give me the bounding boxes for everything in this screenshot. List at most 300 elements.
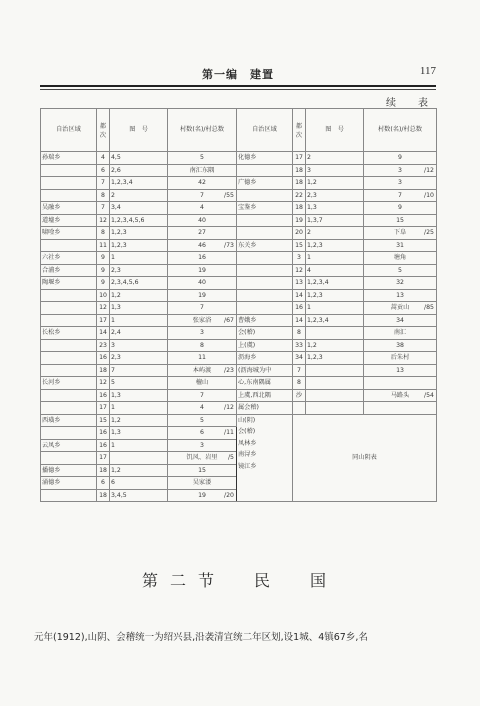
village-count-cell [168, 327, 237, 340]
region-cell: 陶堰乡 [41, 277, 97, 290]
village-count-cell [168, 152, 237, 165]
duci-cell: 9 [97, 277, 110, 290]
village-count-cell [168, 439, 237, 452]
duci-cell: 8 [97, 227, 110, 240]
table-row [41, 414, 437, 427]
duci-cell: 8 [97, 189, 110, 202]
col-header-duci: 都次 [97, 109, 110, 152]
village-count: 15 [198, 466, 206, 474]
village-count-cell [168, 277, 237, 290]
table-row [41, 152, 437, 165]
tuhao-cell: 1,2,3,4 [306, 277, 364, 290]
village-count-cell [168, 302, 237, 315]
merged-region-name: 山(阴) [238, 416, 256, 424]
section-title: 第二节 民 国 [141, 571, 338, 590]
region-cell: 合浦乡 [41, 264, 97, 277]
duci-cell: 22 [293, 189, 306, 202]
tuhao-cell: 5 [110, 377, 168, 390]
duci-cell: 15 [293, 239, 306, 252]
village-count: 饥风、岩里 [186, 454, 218, 462]
tuhao-cell: 2,3 [110, 352, 168, 365]
duci-cell: 12 [97, 214, 110, 227]
village-count: 46 [198, 241, 206, 249]
village-count: 5 [200, 416, 204, 424]
tuhao-cell: 2,3 [306, 189, 364, 202]
tuhao-cell: 4 [306, 264, 364, 277]
village-count: 塘角 [393, 254, 407, 262]
tuhao-cell: 1 [110, 252, 168, 265]
village-total: /67 [224, 316, 234, 324]
village-count: 38 [396, 341, 404, 349]
village-count-cell [364, 239, 437, 252]
village-count-cell [168, 164, 237, 177]
tuhao-cell: 3 [306, 164, 364, 177]
duci-cell: 4 [97, 152, 110, 165]
village-count-cell [168, 427, 237, 440]
duci-cell: 23 [97, 339, 110, 352]
table-row [41, 227, 437, 240]
village-count-cell [364, 377, 437, 390]
region-cell [41, 389, 97, 402]
region-cell [41, 352, 97, 365]
village-total: /11 [224, 429, 234, 436]
village-count-cell [168, 252, 237, 265]
duci-cell: 14 [97, 327, 110, 340]
tuhao-cell: 1 [306, 302, 364, 315]
region-cell: 沥海乡 [237, 352, 293, 365]
body-paragraph: 元年(1912),山阴、会稽统一为绍兴县,沿袭清宣统二年区划,设1城、4镇67乡,名 [34, 632, 368, 643]
village-count-cell [364, 364, 437, 377]
tuhao-cell: 1 [110, 402, 168, 415]
duci-cell: 沙 [293, 389, 306, 402]
duci-cell: 18 [293, 202, 306, 215]
region-cell [237, 302, 293, 315]
village-total: /10 [424, 191, 434, 199]
duci-cell: 8 [293, 327, 306, 340]
table-row [41, 252, 437, 265]
region-cell [41, 452, 97, 465]
region-cell [237, 264, 293, 277]
table-row [41, 302, 437, 315]
village-count-cell [168, 464, 237, 477]
region-cell [237, 189, 293, 202]
tuhao-cell [306, 389, 364, 402]
village-count: 3 [398, 166, 402, 174]
duci-cell: 7 [293, 364, 306, 377]
village-count: 40 [198, 216, 206, 224]
village-count-cell [364, 252, 437, 265]
village-count: 11 [198, 354, 206, 362]
village-count: 19 [198, 291, 206, 299]
region-cell [41, 177, 97, 190]
village-count-cell [168, 364, 237, 377]
table-row [41, 389, 437, 402]
village-count-cell [364, 164, 437, 177]
region-cell [41, 364, 97, 377]
tuhao-cell [306, 327, 364, 340]
village-count-cell [364, 177, 437, 190]
duci-cell: 6 [97, 164, 110, 177]
village-count-cell [364, 189, 437, 202]
tuhao-cell: 1,2,3 [110, 227, 168, 240]
merged-note: 同山阴表 [293, 414, 437, 502]
village-count: 13 [396, 291, 404, 299]
region-cell [41, 164, 97, 177]
duci-cell: 3 [293, 252, 306, 265]
tuhao-cell: 2 [306, 152, 364, 165]
village-count: 4 [200, 404, 204, 412]
village-count: 7 [200, 391, 204, 399]
region-cell: 涌德乡 [41, 477, 97, 490]
table-row [41, 352, 437, 365]
village-count-cell [364, 314, 437, 327]
tuhao-cell: 1,2 [306, 339, 364, 352]
village-count: 40 [198, 279, 206, 287]
table-row [41, 189, 437, 202]
duci-cell [293, 402, 306, 415]
table-row [41, 177, 437, 190]
region-cell: 心,东南隅属 [237, 377, 293, 390]
tuhao-cell: 2 [110, 189, 168, 202]
tuhao-cell: 1,3 [306, 202, 364, 215]
village-count: 下阜 [393, 229, 407, 237]
page-number: 117 [419, 65, 436, 77]
village-count-cell [364, 227, 437, 240]
village-count: 6 [200, 429, 204, 437]
duci-cell: 12 [97, 302, 110, 315]
village-count-cell [364, 327, 437, 340]
village-total: /20 [224, 491, 234, 499]
village-count: 张家浴 [192, 316, 212, 324]
village-count: 后朱村 [390, 354, 410, 362]
tuhao-cell: 1,3 [110, 302, 168, 315]
village-count-cell [364, 302, 437, 315]
tuhao-cell: 1,2,3 [110, 239, 168, 252]
tuhao-cell: 3,4,5 [110, 489, 168, 502]
region-cell: 属会稽) [237, 402, 293, 415]
duci-cell: 16 [97, 427, 110, 440]
village-count-cell [168, 189, 237, 202]
village-count-cell [364, 389, 437, 402]
village-count-cell [364, 214, 437, 227]
region-cell [237, 277, 293, 290]
duci-cell: 16 [97, 352, 110, 365]
village-count-cell [168, 452, 237, 465]
region-cell [237, 289, 293, 302]
duci-cell: 17 [97, 314, 110, 327]
village-count-cell [168, 202, 237, 215]
tuhao-cell: 1,2 [110, 414, 168, 427]
duci-cell: 7 [97, 202, 110, 215]
tuhao-cell: 2,6 [110, 164, 168, 177]
village-count: 蒿贡山 [390, 304, 410, 312]
tuhao-cell: 1,2,3 [306, 352, 364, 365]
tuhao-cell [306, 377, 364, 390]
table-header-row [41, 109, 437, 152]
duci-cell: 13 [293, 277, 306, 290]
region-cell: 宝鉴乡 [237, 202, 293, 215]
region-cell: 上虞,西北隅 [237, 389, 293, 402]
tuhao-cell: 1,2 [306, 177, 364, 190]
merged-region-name: 会(稽) [238, 428, 256, 435]
merged-region-list [237, 414, 293, 502]
duci-cell: 18 [97, 464, 110, 477]
village-count-cell [168, 314, 237, 327]
tuhao-cell: 1,2 [110, 464, 168, 477]
village-count-cell [168, 239, 237, 252]
region-cell: 长河乡 [41, 377, 97, 390]
tuhao-cell: 1,2,3 [306, 289, 364, 302]
chapter-title: 第一编 建置 [202, 68, 274, 81]
region-cell: 东关乡 [237, 239, 293, 252]
village-count-cell [364, 202, 437, 215]
duci-cell: 16 [97, 439, 110, 452]
village-count-cell [364, 402, 437, 415]
region-cell: 云凤乡 [41, 439, 97, 452]
village-count-cell [364, 289, 437, 302]
tuhao-cell [306, 402, 364, 415]
col-header-tuhao: 图 号 [306, 109, 364, 152]
duci-cell: 9 [97, 252, 110, 265]
duci-cell: 18 [293, 164, 306, 177]
village-count: 13 [396, 366, 404, 374]
village-count-cell [364, 352, 437, 365]
village-count: 5 [398, 266, 402, 274]
duci-cell: 20 [293, 227, 306, 240]
tuhao-cell: 1 [110, 439, 168, 452]
village-count: 7 [200, 304, 204, 312]
col-header-region: 自治区域 [237, 109, 293, 152]
village-total: /85 [424, 304, 434, 311]
tuhao-cell: 1,2 [110, 289, 168, 302]
header-rule-thick [40, 85, 436, 87]
duci-cell: 18 [97, 489, 110, 502]
village-total: /12 [424, 166, 434, 174]
village-count: 7 [200, 191, 204, 199]
table-row [41, 164, 437, 177]
tuhao-cell: 7 [110, 364, 168, 377]
village-count: 34 [396, 316, 404, 324]
duci-cell: 33 [293, 339, 306, 352]
village-count-cell [168, 264, 237, 277]
village-total: /25 [424, 229, 434, 236]
tuhao-cell: 2 [306, 227, 364, 240]
village-count: 27 [198, 229, 206, 237]
region-cell [237, 164, 293, 177]
region-cell: 上(虞) [237, 339, 293, 352]
continued-table-label: 续 表 [386, 98, 434, 109]
table-row [41, 277, 437, 290]
tuhao-cell: 1,2,3,4 [110, 177, 168, 190]
tuhao-cell [110, 452, 168, 465]
region-cell [41, 339, 97, 352]
village-count: 4 [200, 204, 204, 212]
tuhao-cell: 3 [110, 339, 168, 352]
village-count-cell [168, 477, 237, 490]
tuhao-cell: 2,4 [110, 327, 168, 340]
village-count: 31 [396, 241, 404, 249]
village-count-cell [168, 177, 237, 190]
tuhao-cell: 1 [306, 252, 364, 265]
table-row [41, 339, 437, 352]
table-row [41, 239, 437, 252]
region-cell [41, 239, 97, 252]
region-cell [41, 189, 97, 202]
tuhao-cell [306, 364, 364, 377]
col-header-duci: 都次 [293, 109, 306, 152]
col-header-village: 村数(名)/村总数 [364, 109, 437, 152]
tuhao-cell: 1,3 [110, 389, 168, 402]
region-cell: 道墟乡 [41, 214, 97, 227]
duci-cell: 8 [293, 377, 306, 390]
region-cell: 啸唫乡 [41, 227, 97, 240]
region-cell: 化德乡 [237, 152, 293, 165]
tuhao-cell: 3,4 [110, 202, 168, 215]
duci-cell: 17 [293, 152, 306, 165]
duci-cell: 34 [293, 352, 306, 365]
duci-cell: 16 [293, 302, 306, 315]
region-cell: 曹娥乡 [237, 314, 293, 327]
duci-cell: 6 [97, 477, 110, 490]
region-cell: 长松乡 [41, 327, 97, 340]
village-count: 3 [200, 441, 204, 449]
duci-cell: 10 [97, 289, 110, 302]
region-cell [41, 302, 97, 315]
duci-cell: 17 [97, 402, 110, 415]
table-row [41, 402, 437, 415]
tuhao-cell: 1,2,3,4,5,6 [110, 214, 168, 227]
region-cell [41, 314, 97, 327]
tuhao-cell: 1,3 [110, 427, 168, 440]
village-total: /5 [227, 454, 234, 461]
village-count-cell [364, 277, 437, 290]
region-cell [41, 489, 97, 502]
village-count: 8 [200, 341, 204, 349]
header-rule-thin [40, 89, 436, 90]
table-row [41, 264, 437, 277]
merged-region-name: 南浔乡 [238, 451, 257, 458]
village-count-cell [364, 264, 437, 277]
duci-cell: 17 [97, 452, 110, 465]
village-count: 7 [398, 191, 402, 199]
village-count-cell [168, 352, 237, 365]
region-cell [41, 427, 97, 440]
village-count-cell [364, 152, 437, 165]
duci-cell: 16 [97, 389, 110, 402]
duci-cell: 7 [97, 177, 110, 190]
region-cell [237, 214, 293, 227]
village-count: 南汇东隅 [189, 166, 215, 174]
duci-cell: 14 [293, 314, 306, 327]
table-row [41, 202, 437, 215]
village-count: 19 [198, 491, 206, 499]
tuhao-cell: 1,2,3,4 [306, 314, 364, 327]
region-cell: 会(稽) [237, 327, 293, 340]
region-cell: 六社乡 [41, 252, 97, 265]
duci-cell: 9 [97, 264, 110, 277]
duci-cell: 18 [293, 177, 306, 190]
region-cell: 吴融乡 [41, 202, 97, 215]
tuhao-cell: 1,2,3 [306, 239, 364, 252]
duci-cell: 15 [97, 414, 110, 427]
village-count-cell [168, 402, 237, 415]
page-header [40, 63, 436, 83]
village-count: 3 [398, 179, 402, 187]
village-count-cell [168, 289, 237, 302]
duci-cell: 14 [293, 289, 306, 302]
village-count: 32 [396, 279, 404, 287]
village-count-cell [168, 489, 237, 502]
tuhao-cell: 2,3 [110, 264, 168, 277]
duci-cell: 18 [97, 364, 110, 377]
village-count-cell [168, 389, 237, 402]
table-row [41, 364, 437, 377]
region-cell: 孙瑞乡 [41, 152, 97, 165]
village-total: /55 [224, 191, 234, 199]
tuhao-cell: 4,5 [110, 152, 168, 165]
region-cell: (沥海城为中 [237, 364, 293, 377]
village-total: /54 [424, 391, 434, 399]
region-cell [41, 402, 97, 415]
village-count: 9 [398, 204, 402, 212]
village-count-cell [168, 214, 237, 227]
duci-cell: 12 [97, 377, 110, 390]
region-cell [237, 252, 293, 265]
village-count: 9 [398, 154, 402, 162]
village-count: 16 [198, 254, 206, 262]
col-header-region: 自治区域 [41, 109, 97, 152]
district-table [40, 108, 437, 502]
village-count: 檀山 [195, 379, 209, 387]
region-cell: 西璜乡 [41, 414, 97, 427]
village-count: 南汇 [393, 329, 407, 337]
merged-region-name: 凤林乡 [238, 439, 257, 447]
village-total: /73 [224, 241, 234, 249]
village-count: 42 [198, 179, 206, 187]
duci-cell: 11 [97, 239, 110, 252]
table-row [41, 289, 437, 302]
village-count: 吴家溇 [192, 479, 212, 487]
village-count-cell [168, 227, 237, 240]
village-count: 本屿渡 [192, 366, 212, 374]
region-cell: 广德乡 [237, 177, 293, 190]
duci-cell: 19 [293, 214, 306, 227]
tuhao-cell: 1,3,7 [306, 214, 364, 227]
region-cell [41, 289, 97, 302]
merged-region-name: 镜江乡 [238, 462, 257, 470]
col-header-village: 村数(名)/村总数 [168, 109, 237, 152]
village-count: 15 [396, 216, 404, 224]
village-count: 19 [198, 266, 206, 274]
tuhao-cell: 1 [110, 314, 168, 327]
table-row [41, 314, 437, 327]
table-row [41, 327, 437, 340]
village-count-cell [364, 339, 437, 352]
region-cell: 播德乡 [41, 464, 97, 477]
village-count-cell [168, 339, 237, 352]
village-count-cell [168, 377, 237, 390]
village-total: /12 [224, 404, 234, 411]
village-total: /23 [224, 366, 234, 374]
col-header-tuhao: 图 号 [110, 109, 168, 152]
village-count: 马路头 [390, 391, 410, 399]
region-cell [237, 227, 293, 240]
village-count-cell [168, 414, 237, 427]
tuhao-cell: 2,3,4,5,6 [110, 277, 168, 290]
tuhao-cell: 6 [110, 477, 168, 490]
duci-cell: 12 [293, 264, 306, 277]
village-count: 5 [200, 154, 204, 162]
